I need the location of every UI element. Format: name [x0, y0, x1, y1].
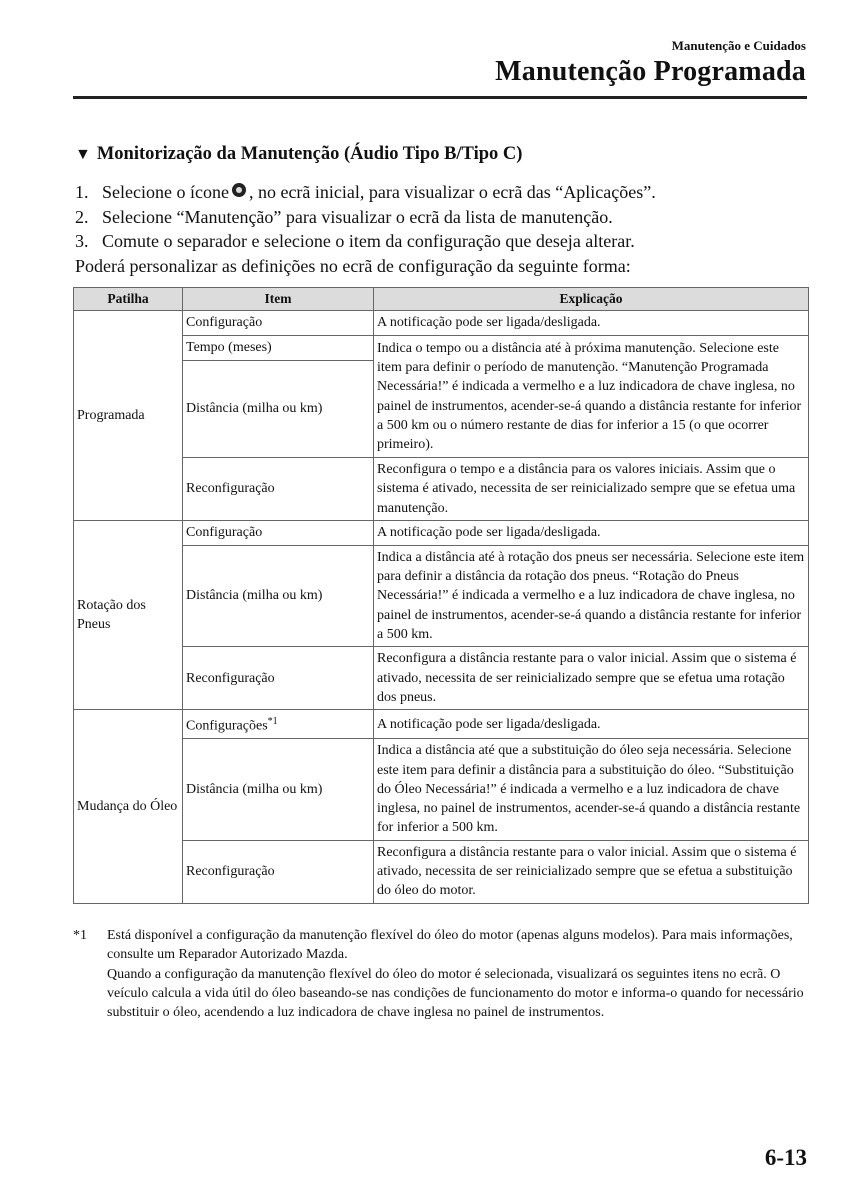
explanation-cell: A notificação pode ser ligada/desligada. — [374, 311, 809, 336]
explanation-cell: Indica a distância até à rotação dos pneus ser necessária. Selecione este item para definir a distância da rotação dos pneus. “Rotação do Pneus Necessária!” é indicada a vermelho e a luz indicadora de chave inglesa, no painel de instrumentos, acender-se-á quando a distância restante for inferior a 500 km. — [374, 545, 809, 646]
step-text: Selecione o ícone — [102, 182, 229, 202]
explanation-cell: Reconfigura o tempo e a distância para os valores iniciais. Assim que o sistema é ativado, necessita de ser reinicializado sempre que se efetua uma manutenção. — [374, 458, 809, 521]
footnote-text: Quando a configuração da manutenção flexível do óleo do motor é selecionada, visualizará os seguintes itens no ecrã. O veículo calcula a vida útil do óleo baseando-se nas condições de funcionamento do motor e informa-o quando for necessário substituir o óleo, acendendo a luz indicadora de chave inglesa no painel de instrumentos. — [107, 966, 804, 1021]
tab-cell: Programada — [74, 311, 183, 521]
explanation-text: Selecione este item para definir o período de manutenção. “Manutenção Programada Necessária!” é indicada a vermelho e a luz indicadora de chave inglesa, no painel de instrumentos, acender-se-á quando a distância restante for inferior a 500 km ou o número restante de dias for inferior a 15 (o que ocorrer primeiro). — [377, 340, 802, 453]
tab-cell: Mudança do Óleo — [74, 710, 183, 903]
table-row — [74, 739, 809, 840]
tab-cell: Rotação dos Pneus — [74, 520, 183, 709]
item-cell: Distância (milha ou km) — [183, 361, 374, 458]
explanation-cell: Reconfigura a distância restante para o valor inicial. Assim que o sistema é ativado, necessita de ser reinicializado sempre que se efetua a substituição do óleo do motor. — [374, 840, 809, 903]
step-1 — [75, 180, 810, 205]
explanation-cell: Indica a distância até que a substituição do óleo seja necessária. Selecione este item para definir a distância para a substituição do óleo. “Substituição do Óleo Necessária!” é indicada a vermelho e a luz indicadora de chave inglesa, no painel de instrumentos, acender-se-á quando a distância restante for inferior a 500 km. — [374, 739, 809, 840]
item-cell: Reconfiguração — [183, 647, 374, 710]
header-tab: Patilha — [74, 288, 183, 311]
header-rule — [73, 96, 807, 99]
table-row — [74, 710, 809, 739]
explanation-cell: A notificação pode ser ligada/desligada. — [374, 520, 809, 545]
table-row — [74, 647, 809, 710]
table-row — [74, 520, 809, 545]
header-item: Item — [183, 288, 374, 311]
item-cell: Configuração — [183, 520, 374, 545]
table-header-row — [74, 288, 809, 311]
table-row — [74, 311, 809, 336]
table-row — [74, 458, 809, 521]
item-text: Configurações — [186, 718, 268, 734]
item-cell: Reconfiguração — [183, 840, 374, 903]
applications-icon — [232, 183, 246, 197]
table-row — [74, 336, 809, 361]
explanation-cell — [374, 336, 809, 458]
explanation-cell: Reconfigura a distância restante para o valor inicial. Assim que o sistema é ativado, necessita de ser reinicializado sempre que se efetua uma rotação dos pneus. — [374, 647, 809, 710]
table-row — [74, 840, 809, 903]
explanation-cell: A notificação pode ser ligada/desligada. — [374, 710, 809, 739]
page-title: Manutenção Programada — [495, 56, 806, 87]
item-cell: Reconfiguração — [183, 458, 374, 521]
step-3 — [75, 229, 810, 254]
chapter-label: Manutenção e Cuidados — [671, 38, 806, 53]
section-heading-text: Monitorização da Manutenção (Áudio Tipo B/Tipo C) — [96, 144, 523, 164]
footnote — [73, 926, 808, 1022]
maintenance-table — [73, 287, 809, 904]
step-number: 1. — [75, 182, 89, 202]
section-heading — [75, 144, 522, 165]
intro-text: Poderá personalizar as definições no ecrã de configuração da seguinte forma: — [75, 255, 631, 276]
item-cell: Distância (milha ou km) — [183, 545, 374, 646]
explanation-text: Indica o tempo ou a distância até à próxima manutenção. — [377, 340, 696, 356]
item-cell — [183, 710, 374, 739]
step-text: , no ecrã inicial, para visualizar o ecrã das “Aplicações”. — [248, 182, 656, 202]
footnote-text: Está disponível a configuração da manutenção flexível do óleo do motor (apenas alguns modelos). Para mais informações, consulte um Reparador Autorizado Mazda. — [107, 928, 793, 963]
triangle-marker-icon: ▼ — [75, 146, 91, 163]
item-cell: Tempo (meses) — [183, 336, 374, 361]
step-number: 3. — [75, 231, 89, 251]
footnote-ref: *1 — [267, 716, 278, 728]
steps-list — [75, 180, 810, 278]
table-row — [74, 545, 809, 646]
step-number: 2. — [75, 206, 89, 227]
header-explanation: Explicação — [374, 288, 809, 311]
item-cell: Configuração — [183, 311, 374, 336]
page-number: 6-13 — [764, 1145, 807, 1170]
step-2 — [75, 205, 810, 230]
footnote-mark: *1 — [73, 928, 87, 943]
step-text: Selecione “Manutenção” para visualizar o ecrã da lista de manutenção. — [102, 206, 613, 227]
item-cell: Distância (milha ou km) — [183, 739, 374, 840]
step-text: Comute o separador e selecione o item da configuração que deseja alterar. — [102, 231, 635, 251]
